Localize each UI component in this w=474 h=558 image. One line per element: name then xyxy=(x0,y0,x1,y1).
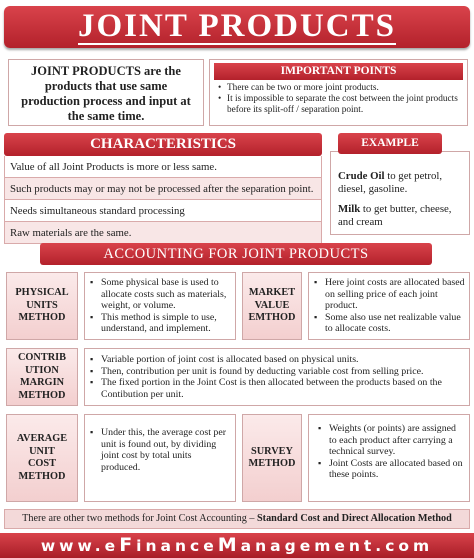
definition-box: JOINT PRODUCTS are the products that use same production process and input at the same time. xyxy=(8,59,204,126)
footer-note-text: There are other two methods for Joint Cost Accounting – xyxy=(22,513,258,524)
page-title: JOINT PRODUCTS xyxy=(77,8,397,44)
method-point: ▪ This method is simple to use, understand, and implement. xyxy=(89,312,230,335)
characteristic-item: Such products may or may not be processed after the separation point. xyxy=(4,178,322,200)
method-point: ▪ Variable portion of joint cost is allocated based on physical units. xyxy=(89,354,463,366)
characteristics-heading: CHARACTERISTICS xyxy=(4,133,322,156)
method-label-line: UTION xyxy=(25,364,59,376)
method-label-line: METHOD xyxy=(18,470,66,482)
title-banner xyxy=(4,6,470,48)
method-point: ▪ Some physical base is used to allocate costs such as materials, weight, or volume. xyxy=(89,277,230,312)
contribution-margin-method-label xyxy=(6,348,78,406)
method-label-line: AVERAGE xyxy=(16,433,68,444)
example-box xyxy=(330,151,470,235)
method-label-line: VALUE xyxy=(254,299,290,311)
method-label-line: METHOD xyxy=(18,312,66,324)
example-item xyxy=(338,170,464,196)
website-url[interactable] xyxy=(0,533,474,558)
method-label-line: PHYSICAL xyxy=(15,287,69,299)
market-value-method-box xyxy=(308,272,470,340)
example-text: to get petrol, diesel, gasoline. xyxy=(338,170,443,195)
url-prefix: www.e xyxy=(40,537,120,555)
method-label-line: UNITS xyxy=(26,299,58,311)
method-label-line: METHOD xyxy=(18,389,66,401)
method-label-line: EMTHOD xyxy=(248,312,296,324)
example-term: Crude Oil xyxy=(338,170,385,182)
footer-note xyxy=(4,509,470,529)
characteristic-item: Raw materials are the same. xyxy=(4,222,322,244)
important-point: • There can be two or more joint products. xyxy=(218,83,461,94)
contribution-margin-method-box xyxy=(84,348,470,406)
physical-units-method-box xyxy=(84,272,236,340)
method-label-line: METHOD xyxy=(248,458,296,469)
method-label-line: MARGIN xyxy=(19,377,65,388)
average-unit-cost-method-box xyxy=(84,414,236,502)
method-point: ▪ Joint Costs are allocated based on these points. xyxy=(317,458,465,481)
method-point: ▪ Under this, the average cost per unit is found out, by dividing joint cost by total units produced. xyxy=(89,427,229,473)
accounting-heading: ACCOUNTING FOR JOINT PRODUCTS xyxy=(40,243,432,265)
important-point: • It is impossible to separate the cost between the joint products before its split-off / separation point. xyxy=(218,94,461,116)
url-f: F xyxy=(119,534,137,556)
method-label-line: CONTRIB xyxy=(17,352,67,363)
method-label-line: SURVEY xyxy=(251,445,293,457)
characteristic-item: Needs simultaneous standard processing xyxy=(4,200,322,222)
method-point: ▪ The fixed portion in the Joint Cost is then allocated between the products based on the Contibution per unit. xyxy=(89,377,463,400)
method-label-line: UNIT xyxy=(29,445,55,457)
url-inance: inance xyxy=(136,537,218,555)
market-value-method-label xyxy=(242,272,302,340)
survey-method-box xyxy=(308,414,470,502)
important-points-heading: IMPORTANT POINTS xyxy=(214,63,463,80)
characteristic-item: Value of all Joint Products is more or less same. xyxy=(4,156,322,178)
example-text: to get butter, cheese, and cream xyxy=(338,203,452,228)
example-item xyxy=(338,203,464,229)
method-point: ▪ Here joint costs are allocated based on selling price of each joint product. xyxy=(313,277,465,312)
url-m: M xyxy=(217,534,241,556)
characteristics-list xyxy=(4,156,322,244)
average-unit-cost-method-label xyxy=(6,414,78,502)
url-anagement: anagement.com xyxy=(240,537,434,555)
method-point: ▪ Some also use net realizable value to allocate costs. xyxy=(313,312,465,335)
method-point: ▪ Weights (or points) are assigned to each product after carrying a technical survey. xyxy=(317,423,465,458)
example-term: Milk xyxy=(338,203,361,215)
footer-note-bold: Standard Cost and Direct Allocation Method xyxy=(257,513,452,524)
important-points-box xyxy=(209,59,468,126)
physical-units-method-label xyxy=(6,272,78,340)
important-points-list xyxy=(210,82,467,116)
survey-method-label xyxy=(242,414,302,502)
example-heading: EXAMPLE xyxy=(338,133,442,154)
method-label-line: MARKET xyxy=(248,287,296,299)
method-label-line: COST xyxy=(27,458,57,469)
method-point: ▪ Then, contribution per unit is found by deducting variable cost from selling price. xyxy=(89,366,463,378)
